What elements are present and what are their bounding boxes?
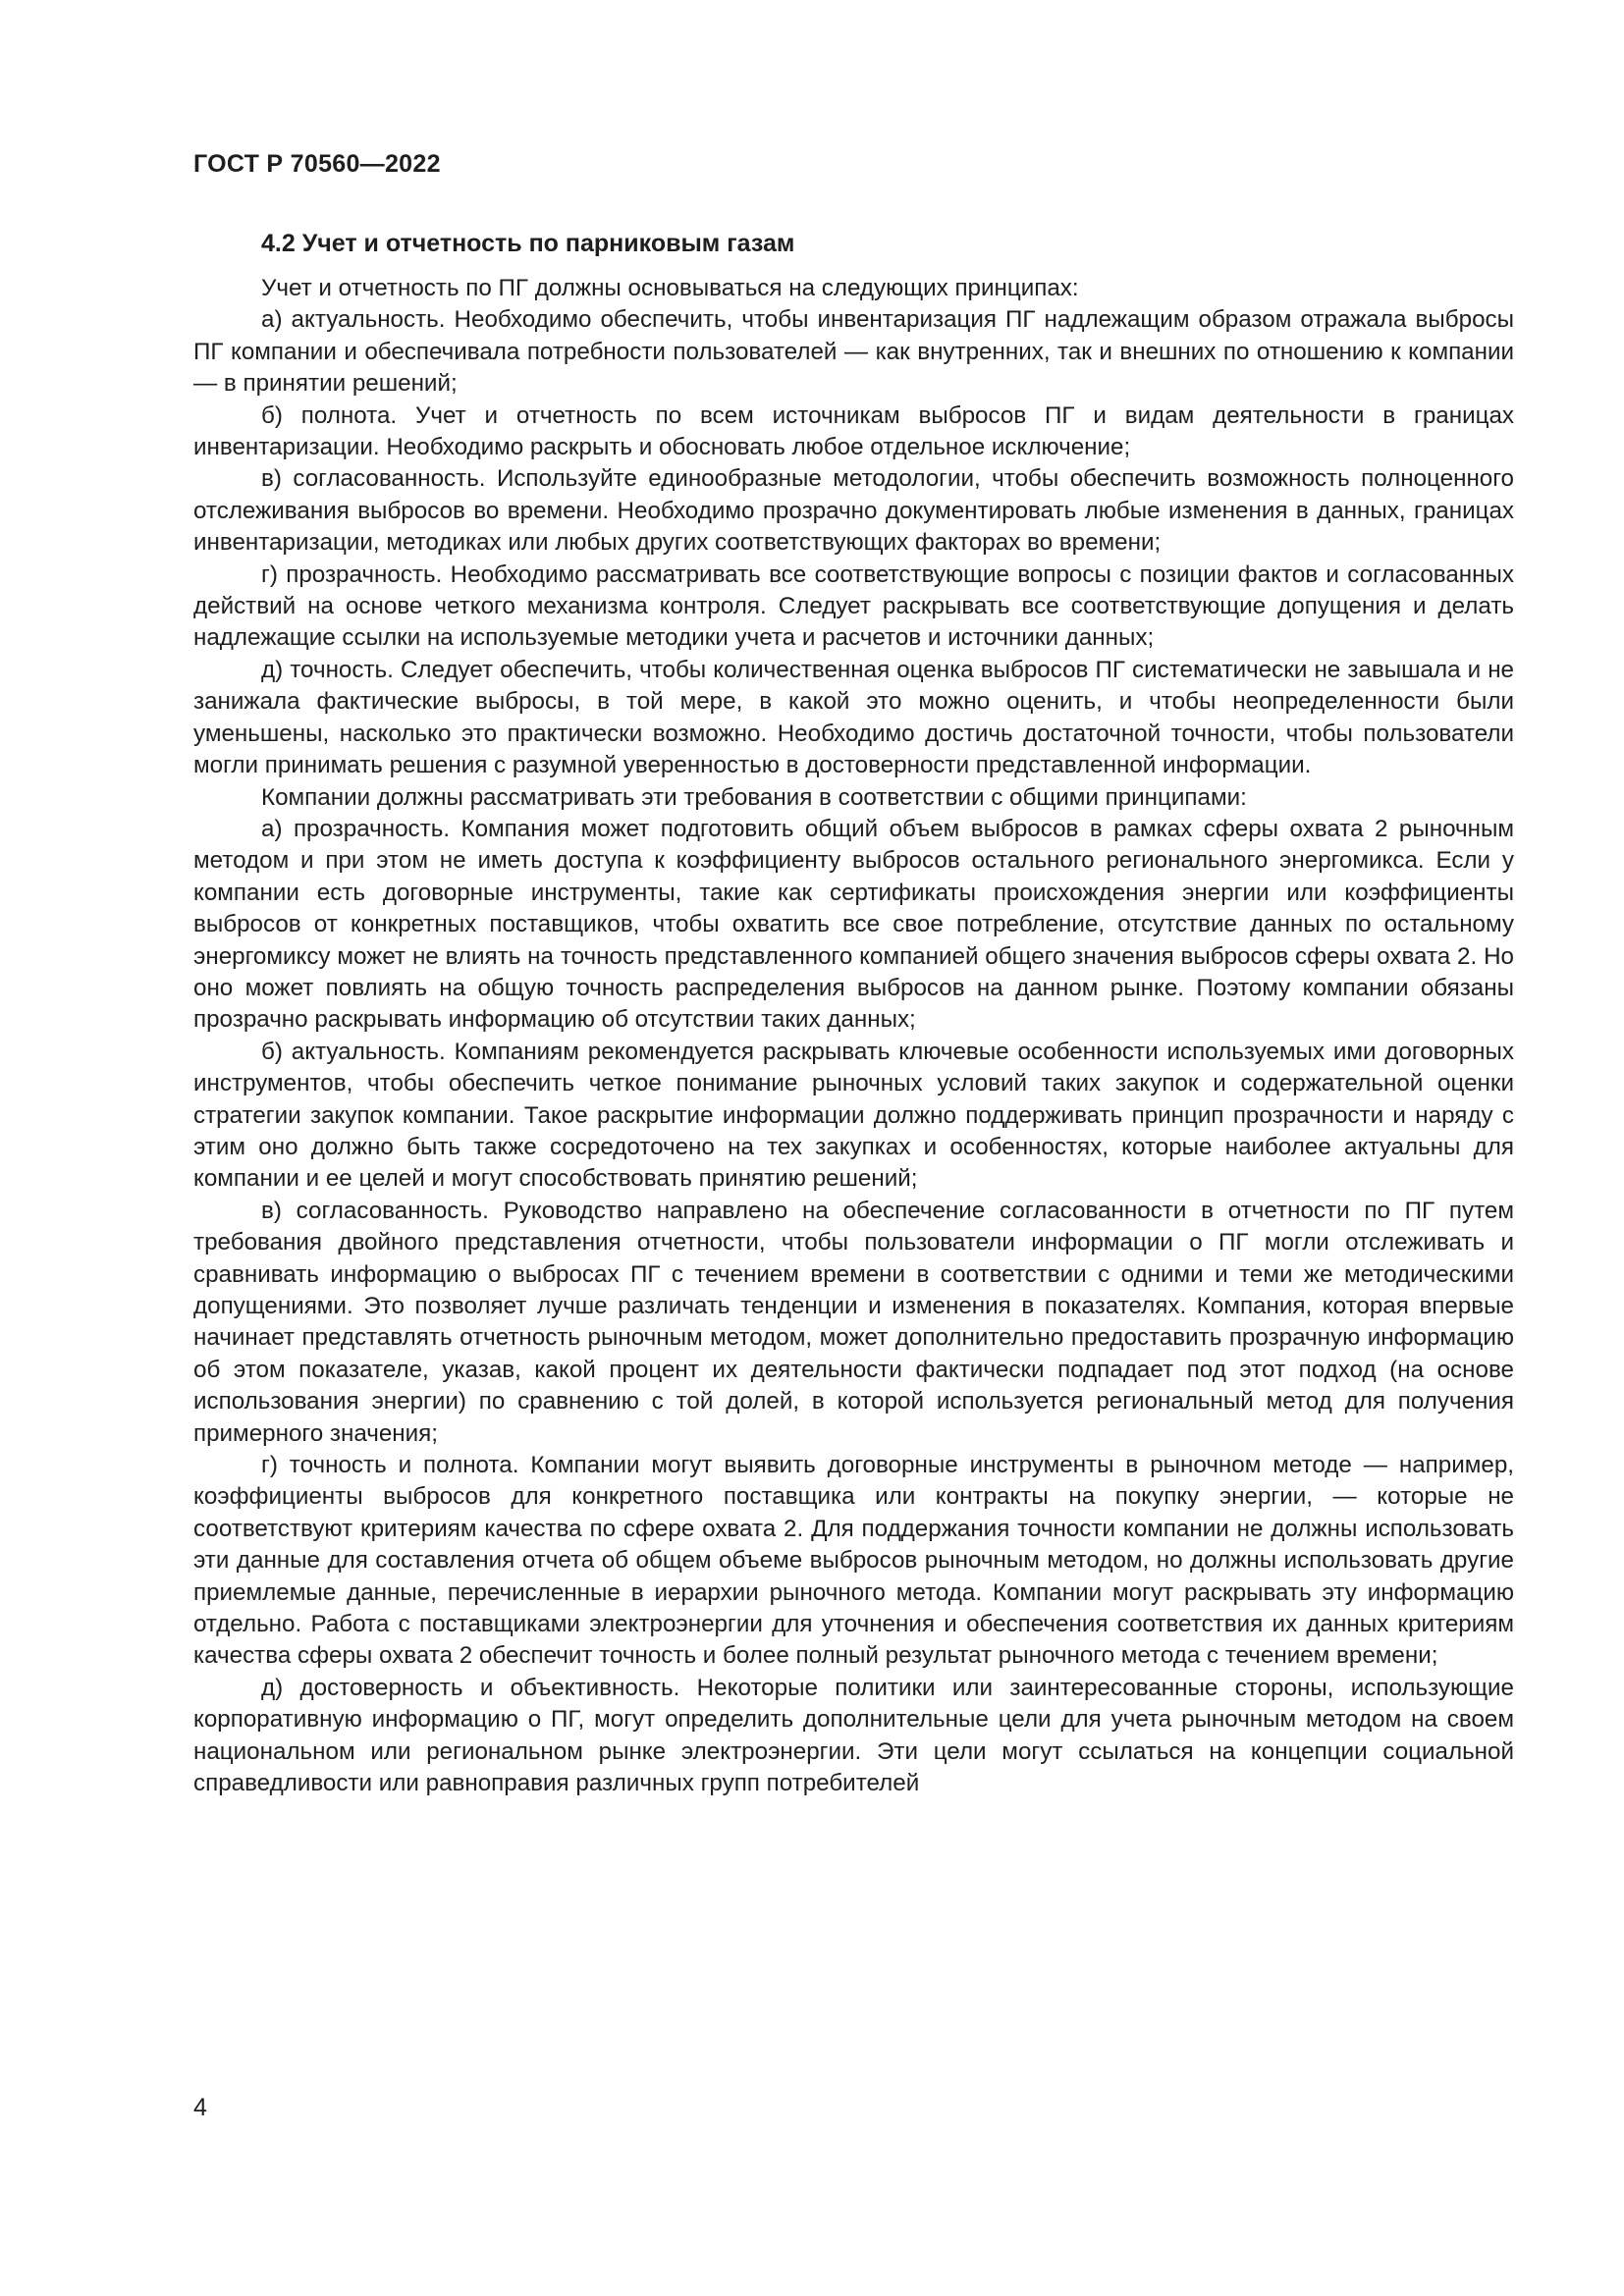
paragraph: г) прозрачность. Необходимо рассматривать все соответствующие вопросы с позиции фактов и согласованных действий на основе четкого механизма контроля. Следует раскрывать все соответствующие допущения и делать надлежащие ссылки на используемые методики учета и расчетов и источники данных; (193, 561, 1514, 652)
paragraph: в) согласованность. Руководство направлено на обеспечение согласованности в отчетности по ПГ путем требования двойного представления отчетности, чтобы пользователи информации о ПГ могли отслеживать и сравнивать информацию о выбросах ПГ с течением времени в соответствии с одними и теми же методическими допущениями. Это позволяет лучше различать тенденции и изменения в показателях. Компания, которая впервые начинает представлять отчетность рыночным методом, может дополнительно предоставить прозрачную информацию об этом показателе, указав, какой процент их деятельности фактически подпадает под этот подход (на основе использования энергии) по сравнению с той долей, в которой используется региональный метод для получения примерного значения; (193, 1197, 1514, 1447)
paragraph: а) актуальность. Необходимо обеспечить, чтобы инвентаризация ПГ надлежащим образом отражала выбросы ПГ компании и обеспечивала потребности пользователей — как внутренних, так и внешних по отношению к компании — в принятии решений; (193, 306, 1514, 398)
section-title: 4.2 Учет и отчетность по парниковым газам (261, 230, 795, 257)
paragraph: д) достоверность и объективность. Некоторые политики или заинтересованные стороны, использующие корпоративную информацию о ПГ, могут определить дополнительные цели для учета рыночным методом на своем национальном или региональном рынке электроэнергии. Эти цели могут ссылаться на концепции социальной справедливости или равноправия различных групп потребителей (193, 1674, 1514, 1797)
paragraph: в) согласованность. Используйте единообразные методологии, чтобы обеспечить возможность полноценного отслеживания выбросов во времени. Необходимо прозрачно документировать любые изменения в данных, границах инвентаризации, методиках или любых других соответствующих факторах во времени; (193, 465, 1514, 557)
paragraph: г) точность и полнота. Компании могут выявить договорные инструменты в рыночном методе — например, коэффициенты выбросов для конкретного поставщика или контракты на покупку энергии, — которые не соответствуют критериям качества по сфере охвата 2. Для поддержания точности компании не должны использовать эти данные для составления отчета об общем объеме выбросов рыночным методом, но должны использовать другие приемлемые данные, перечисленные в иерархии рыночного метода. Компании могут раскрывать эту информацию отдельно. Работа с поставщиками электроэнергии для уточнения и обеспечения соответствия их данных критериям качества сферы охвата 2 обеспечит точность и более полный результат рыночного метода с течением времени; (193, 1452, 1514, 1670)
paragraph: б) полнота. Учет и отчетность по всем источникам выбросов ПГ и видам деятельности в границах инвентаризации. Необходимо раскрыть и обосновать любое отдельное исключение; (193, 401, 1514, 461)
document-header: ГОСТ Р 70560—2022 (193, 150, 441, 178)
paragraph: а) прозрачность. Компания может подготовить общий объем выбросов в рамках сферы охвата 2 рыночным методом и при этом не иметь доступа к коэффициенту выбросов остального регионального энергомикса. Если у компании есть договорные инструменты, такие как сертификаты происхождения энергии или коэффициенты выбросов от конкретных поставщиков, чтобы охватить все свое потребление, отсутствие данных по остальному энергомиксу может не влиять на точность представленного компанией общего значения выбросов сферы охвата 2. Но оно может повлиять на общую точность распределения выбросов на данном рынке. Поэтому компании обязаны прозрачно раскрывать информацию об отсутствии таких данных; (193, 815, 1514, 1034)
page-content (193, 228, 1514, 1800)
paragraph: Компании должны рассматривать эти требования в соответствии с общими принципами: (261, 783, 1247, 811)
paragraph: д) точность. Следует обеспечить, чтобы количественная оценка выбросов ПГ систематически не завышала и не занижала фактические выбросы, в той мере, в какой это можно оценить, и чтобы неопределенности были уменьшены, насколько это практически возможно. Необходимо достичь достаточной точности, чтобы пользователи могли принимать решения с разумной уверенностью в достоверности представленной информации. (193, 656, 1514, 779)
paragraph: Учет и отчетность по ПГ должны основываться на следующих принципах: (261, 275, 1079, 301)
page-number: 4 (193, 2094, 207, 2121)
paragraph: б) актуальность. Компаниям рекомендуется раскрывать ключевые особенности используемых ими договорных инструментов, чтобы обеспечить четкое понимание рыночных условий таких закупок и содержательной оценки стратегии закупок компании. Такое раскрытие информации должно поддерживать принцип прозрачности и наряду с этим оно должно быть также сосредоточено на тех закупках и особенностях, которые наиболее актуальны для компании и ее целей и могут способствовать принятию решений; (193, 1038, 1514, 1193)
